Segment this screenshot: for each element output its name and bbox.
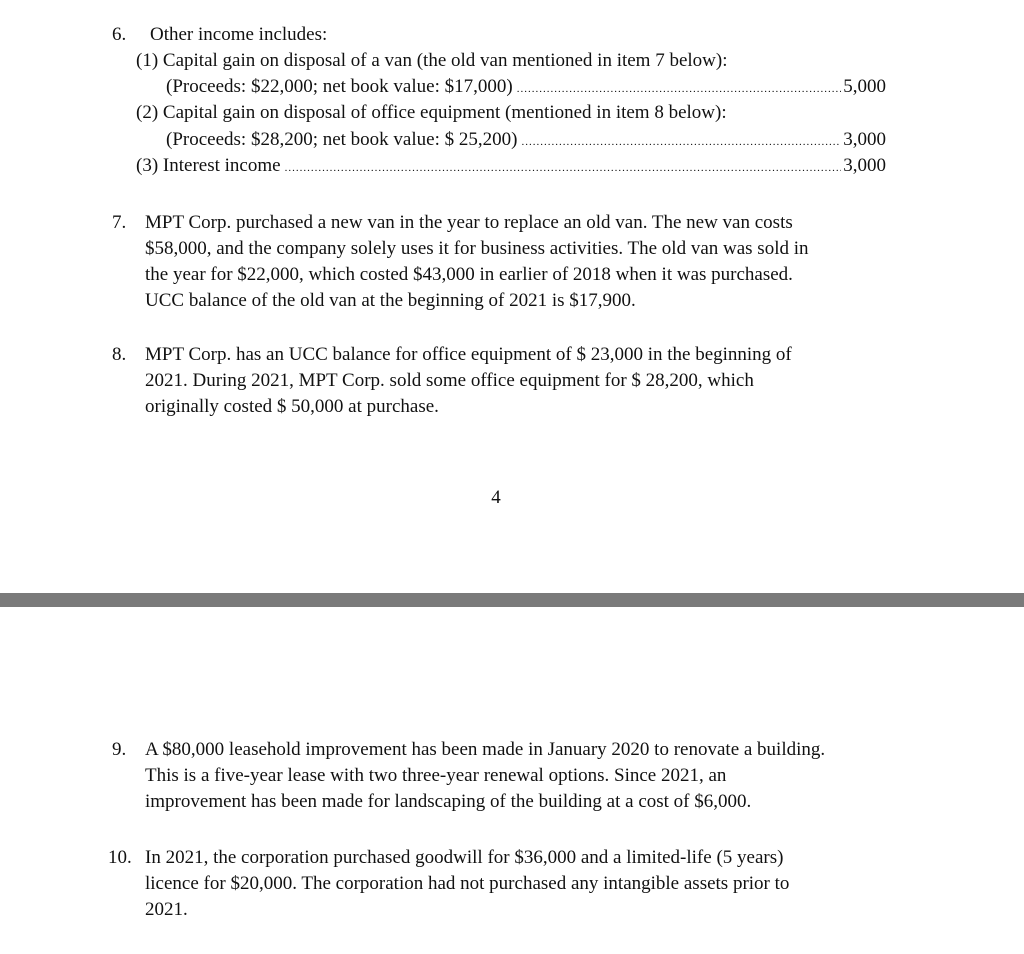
- item-6-sub2-title: (2) Capital gain on disposal of office equipment (mentioned in item 8 below):: [136, 102, 727, 123]
- item-6-sub3-row: [136, 153, 886, 181]
- item-9-line: improvement has been made for landscaping of the building at a cost of $6,000.: [145, 791, 752, 812]
- item-6-sub1-amount: 5,000: [843, 76, 886, 97]
- item-9-line: A $80,000 leasehold improvement has been made in January 2020 to renovate a building.: [145, 739, 826, 760]
- dot-leader: [517, 76, 842, 102]
- item-7-line: the year for $22,000, which costed $43,000 in earlier of 2018 when it was purchased.: [145, 264, 793, 285]
- item-6-number: 6.: [112, 24, 127, 45]
- item-6-sub3-title: (3) Interest income: [136, 155, 281, 176]
- dot-leader: [521, 129, 841, 155]
- item-6-sub2-detail-row: [166, 127, 886, 155]
- item-10-line: licence for $20,000. The corporation had not purchased any intangible assets prior to: [145, 873, 790, 894]
- item-7-line: $58,000, and the company solely uses it for business activities. The old van was sold in: [145, 238, 809, 259]
- page-number: 4: [491, 487, 501, 508]
- item-6-intro: Other income includes:: [150, 24, 328, 45]
- item-10-line: 2021.: [145, 899, 188, 920]
- item-9-number: 9.: [112, 739, 127, 760]
- item-7-number: 7.: [112, 212, 127, 233]
- item-6-sub3-amount: 3,000: [843, 155, 886, 176]
- item-7-line: UCC balance of the old van at the beginning of 2021 is $17,900.: [145, 290, 636, 311]
- item-8-number: 8.: [112, 344, 127, 365]
- page-separator: [0, 593, 1024, 607]
- item-10-line: In 2021, the corporation purchased goodwill for $36,000 and a limited-life (5 years): [145, 847, 784, 868]
- item-8-line: 2021. During 2021, MPT Corp. sold some office equipment for $ 28,200, which: [145, 370, 754, 391]
- dot-leader: [285, 155, 842, 181]
- item-6-sub1-detail: (Proceeds: $22,000; net book value: $17,000): [166, 76, 513, 97]
- item-8-line: MPT Corp. has an UCC balance for office equipment of $ 23,000 in the beginning of: [145, 344, 792, 365]
- item-10-number: 10.: [108, 847, 132, 868]
- item-6-sub1-detail-row: [166, 74, 886, 102]
- item-6-sub2-amount: 3,000: [843, 129, 886, 150]
- item-6-sub1-title: (1) Capital gain on disposal of a van (the old van mentioned in item 7 below):: [136, 50, 728, 71]
- item-7-line: MPT Corp. purchased a new van in the year to replace an old van. The new van costs: [145, 212, 793, 233]
- item-6-sub2-detail: (Proceeds: $28,200; net book value: $ 25,200): [166, 129, 518, 150]
- item-9-line: This is a five-year lease with two three-year renewal options. Since 2021, an: [145, 765, 727, 786]
- item-8-line: originally costed $ 50,000 at purchase.: [145, 396, 439, 417]
